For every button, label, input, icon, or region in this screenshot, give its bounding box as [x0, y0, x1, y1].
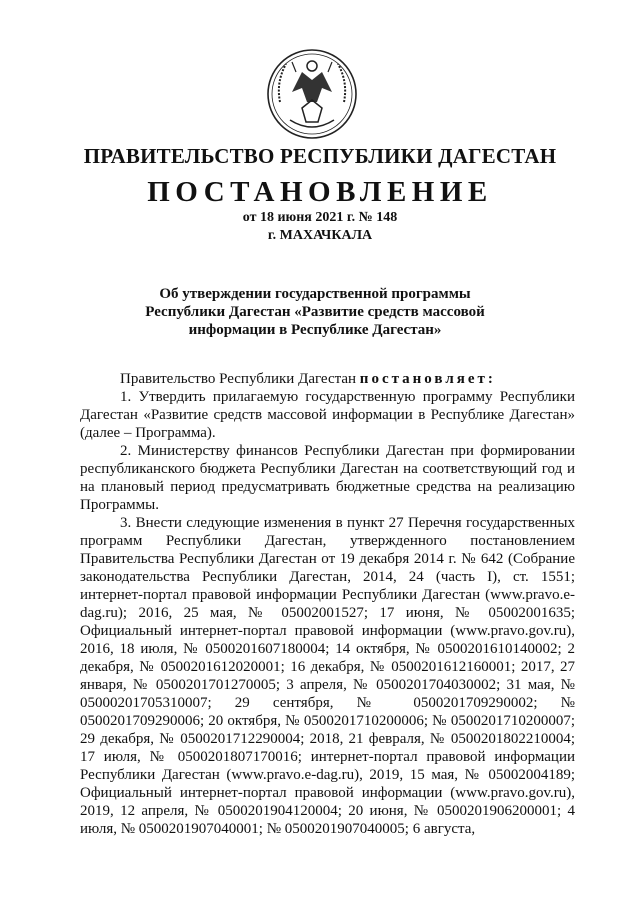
document-type: ПОСТАНОВЛЕНИЕ	[147, 176, 493, 208]
intro-paragraph	[80, 370, 575, 388]
intro-verb: постановляет:	[359, 371, 496, 387]
date-number: от 18 июня 2021 г. № 148	[242, 210, 398, 225]
coat-of-arms-eagle-icon	[262, 42, 362, 142]
city: г. МАХАЧКАЛА	[267, 228, 373, 243]
document-body	[80, 370, 575, 838]
paragraph-2: 2. Министерству финансов Республики Дагестан при формировании республиканского бюджета Республики Дагестан на соответствующий год и на плановый период предусматривать бюджетные средства на реализацию Программы.	[80, 443, 575, 513]
intro-prefix: Правительство Республики Дагестан	[120, 371, 357, 387]
government-name: ПРАВИТЕЛЬСТВО РЕСПУБЛИКИ ДАГЕСТАН	[83, 144, 557, 168]
paragraph-3: 3. Внести следующие изменения в пункт 27 Перечня государственных программ Республики Дагестан, утвержденного постановлением Правительства Республики Дагестан от 19 декабря 2014 г. № 642 (Собрание законодательства Республики Дагестан, 2014, 24 (часть I), ст. 1551; интернет-портал правовой информации Республики Дагестан (www.pravo.e-dag.ru); 2016, 25 мая, № 05002001527; 17 июня, № 05002001635; Официальный интернет-портал правовой информации (www.pravo.gov.ru), 2016, 18 июля, № 0500201607180004; 14 октября, № 0500201610140002; 2 декабря, № 0500201612020001; 16 декабря, № 0500201612160001; 2017, 27 января, № 0500201701270005; 3 апреля, № 0500201704030002; 31 мая, № 05000201705310007; 29 сентября, № 0500201709290002; № 0500201709290006; 20 октября, № 0500201710200006; № 0500201710200007; 29 декабря, № 0500201712290004; 2018, 21 февраля, № 0500201802210004; 17 июля, № 0500201807170016; интернет-портал правовой информации Республики Дагестан (www.pravo.e-dag.ru), 2019, 15 мая, № 05002004189; Официальный интернет-портал правовой информации (www.pravo.gov.ru), 2019, 12 апреля, № 0500201904120004; 20 июня, № 0500201906200001; 4 июля, № 0500201907040001; № 0500201907040005; 6 августа,	[80, 515, 575, 837]
document-subject: Об утверждении государственной программы Республики Дагестан «Развитие средств массовой информации в Республике Дагестан»	[145, 286, 485, 338]
paragraph-1: 1. Утвердить прилагаемую государственную программу Республики Дагестан «Развитие средств массовой информации в Республике Дагестан» (далее – Программа).	[80, 389, 575, 441]
